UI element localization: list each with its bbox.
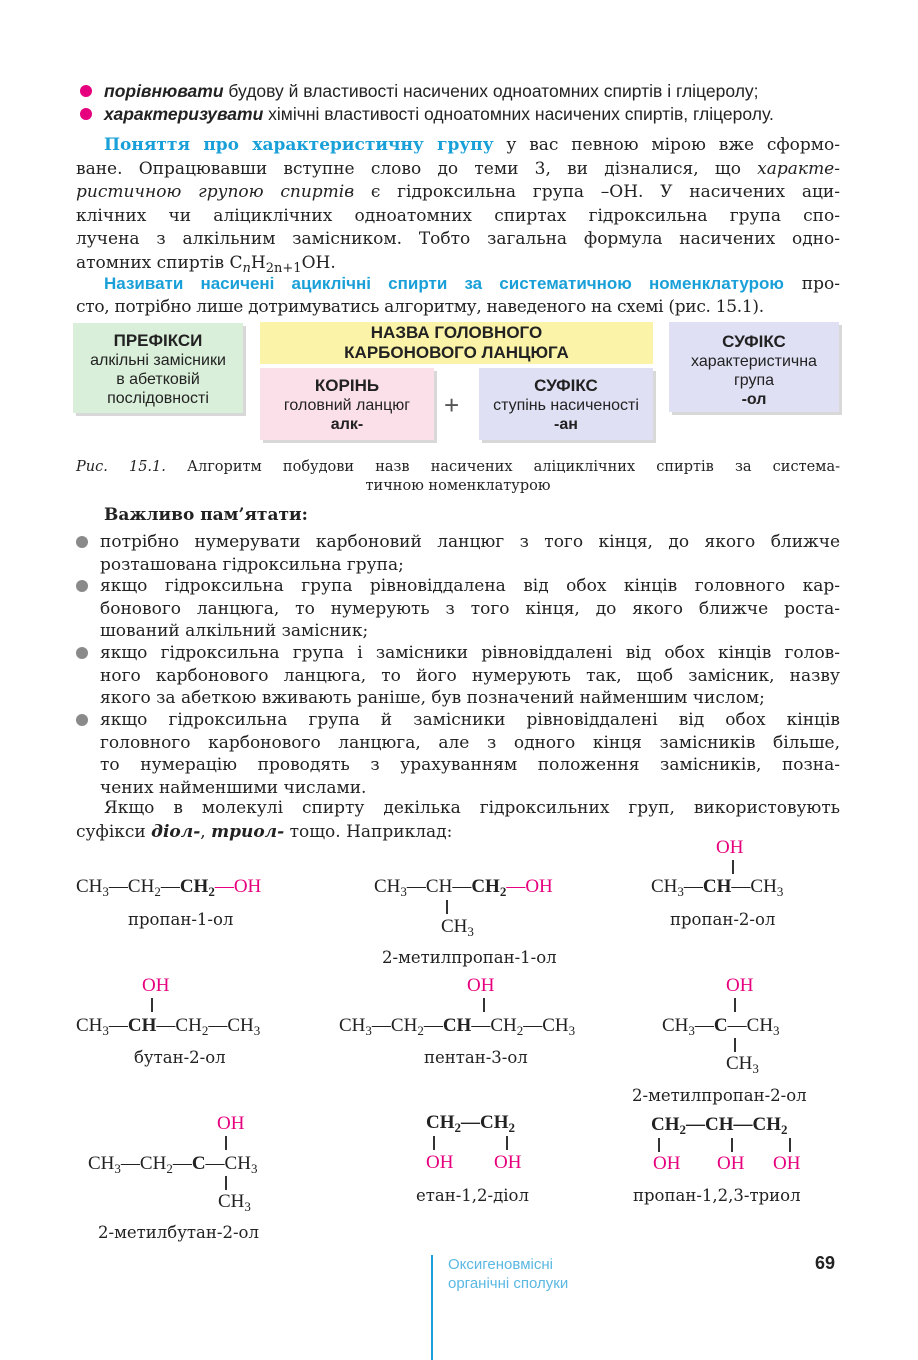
- bond-line: [225, 1136, 227, 1150]
- formula-propan-2-ol: $CH_3—CH—CH_3$: [651, 876, 784, 899]
- bond-line: [734, 1038, 736, 1052]
- bond-line: [506, 1136, 508, 1150]
- remember-title: Важливо пам’ятати:: [104, 505, 308, 525]
- name-propane-1-2-3-triol: пропан-1,2,3-триол: [633, 1186, 801, 1205]
- hydroxyl-group: OH: [217, 1113, 245, 1134]
- name-2-methylbutan-2-ol: 2-метилбутан-2-ол: [98, 1223, 259, 1242]
- remember-item: потрібно нумерувати карбоновий ланцюг з того кінця, до якого ближче розташована гідроксильна група;: [76, 531, 840, 576]
- formula-propan-1-ol: $CH_3—CH_2—CH_2—OH$: [76, 876, 262, 899]
- suffix-group-box: СУФІКС характеристична група -ол: [669, 322, 839, 412]
- substituent-ch3: $CH_3$: [441, 916, 474, 939]
- bullet-icon: [80, 108, 92, 120]
- name-ethane-1-2-diol: етан-1,2-діол: [416, 1186, 529, 1205]
- formula-2-methylbutan-2-ol: $CH_3—CH_2—C—CH_3$: [88, 1153, 258, 1176]
- bond-line: [225, 1176, 227, 1190]
- bullet-icon: [76, 714, 88, 726]
- hydroxyl-group: OH: [717, 1153, 745, 1174]
- substituent-ch3: $CH_3$: [218, 1191, 251, 1214]
- name-propan-1-ol: пропан-1-ол: [128, 910, 234, 929]
- bullet-icon: [76, 647, 88, 659]
- objective-verb: порівнювати: [104, 81, 224, 101]
- hydroxyl-group: OH: [726, 975, 754, 996]
- remember-item: якщо гідроксильна група й замісники рівновіддалені від обох кінців головного карбонового ланцюга, але з одного кінця замісників більше, то нумерацію проводять з урахуванням положення замісників, позна- чених найменшими числами.: [76, 709, 840, 799]
- footer-divider: [431, 1255, 433, 1360]
- bond-line: [658, 1138, 660, 1152]
- root-box: КОРІНЬ головний ланцюг алк-: [260, 368, 434, 440]
- bond-line: [446, 900, 448, 914]
- suffix-saturation-box: СУФІКС ступінь насиченості -ан: [479, 368, 653, 440]
- name-butan-2-ol: бутан-2-ол: [134, 1048, 226, 1067]
- bullet-icon: [76, 536, 88, 548]
- bond-line: [731, 1138, 733, 1152]
- formula-2-methylpropan-1-ol: $CH_3—CH—CH_2—OH$: [374, 876, 553, 899]
- formula-propane-1-2-3-triol: $CH_2—CH—CH_2$: [651, 1114, 788, 1137]
- hydroxyl-group: OH: [494, 1152, 522, 1173]
- bond-line: [789, 1138, 791, 1152]
- hydroxyl-group: OH: [467, 975, 495, 996]
- paragraph-lead: Називати насичені ациклічні спирти за систематичною номенклатурою: [104, 274, 784, 293]
- formula-pentan-3-ol: $CH_3—CH_2—CH—CH_2—CH_3$: [339, 1015, 576, 1038]
- main-chain-box: НАЗВА ГОЛОВНОГО КАРБОНОВОГО ЛАНЦЮГА: [260, 322, 653, 364]
- bond-line: [734, 998, 736, 1012]
- remember-item: якщо гідроксильна група і замісники рівновіддалені від обох кінців голов- ного карбонового ланцюга, то його нумерують так, щоб замісник, назву якого за абеткою вживають раніше, був позначений найменшим числом;: [76, 642, 840, 710]
- bond-line: [433, 1136, 435, 1150]
- substituent-ch3: $CH_3$: [726, 1053, 759, 1076]
- hydroxyl-group: OH: [653, 1153, 681, 1174]
- hydroxyl-group: OH: [716, 837, 744, 858]
- paragraph-characteristic-group: Поняття про характеристичну групу у вас певною мірою вже сформо- ване. Опрацювавши вступне слово до теми 3, ви дізналися, що характе- ристичною групою спиртів є гідроксильна група –OH. У насичених аци- клічних чи аліциклічних одноатомних спиртах гідроксильна група спо- лучена з алкільним замісником. Тобто загальна формула насичених одно- атомних спиртів $C_nH_{2n+1}OH$.: [76, 135, 840, 276]
- name-2-methylpropan-1-ol: 2-метилпропан-1-ол: [382, 948, 557, 967]
- objective-text: будову й властивості насичених одноатомних спиртів і гліцеролу;: [223, 81, 759, 101]
- hydroxyl-group: OH: [142, 975, 170, 996]
- paragraph-polyols: Якщо в молекулі спирту декілька гідроксильних груп, використовують суфікси діол-, триол- тощо. Наприклад:: [76, 798, 840, 842]
- bond-line: [483, 998, 485, 1012]
- formula-ethane-1-2-diol: $CH_2—CH_2$: [426, 1112, 515, 1135]
- bond-line: [151, 998, 153, 1012]
- formula-2-methylpropan-2-ol: $CH_3—C—CH_3$: [662, 1015, 780, 1038]
- bullet-icon: [76, 580, 88, 592]
- footer-section-title: Оксигеновмісні органічні сполуки: [448, 1256, 569, 1292]
- remember-item: якщо гідроксильна група рівновіддалена від обох кінців головного кар- бонового ланцюга, то нумерують з того кінця, до якого ближче роста- шований алкільний замісник;: [76, 575, 840, 643]
- bullet-icon: [80, 85, 92, 97]
- plus-sign: +: [444, 390, 460, 420]
- figure-caption: Рис. 15.1. Алгоритм побудови назв насичених аліциклічних спиртів за система- тичною номенклатурою: [76, 459, 840, 494]
- name-propan-2-ol: пропан-2-ол: [670, 910, 776, 929]
- name-2-methylpropan-2-ol: 2-метилпропан-2-ол: [632, 1086, 807, 1105]
- name-pentan-3-ol: пентан-3-ол: [424, 1048, 528, 1067]
- page-number: 69: [815, 1253, 836, 1273]
- hydroxyl-group: OH: [426, 1152, 454, 1173]
- formula-butan-2-ol: $CH_3—CH—CH_2—CH_3$: [76, 1015, 261, 1038]
- paragraph-nomenclature: Називати насичені ациклічні спирти за систематичною номенклатурою про- сто, потрібно лише дотримуватись алгоритму, наведеного на схемі (рис. 15.1).: [76, 274, 840, 317]
- hydroxyl-group: OH: [773, 1153, 801, 1174]
- bond-line: [732, 860, 734, 874]
- prefix-box: ПРЕФІКСИ алкільні замісники в абетковій послідовності: [73, 323, 243, 413]
- paragraph-lead: Поняття про характеристичну групу: [104, 135, 494, 155]
- objective-verb: характеризувати: [104, 104, 264, 124]
- objective-text: хімічні властивості одноатомних насичених спиртів, гліцеролу.: [263, 104, 774, 124]
